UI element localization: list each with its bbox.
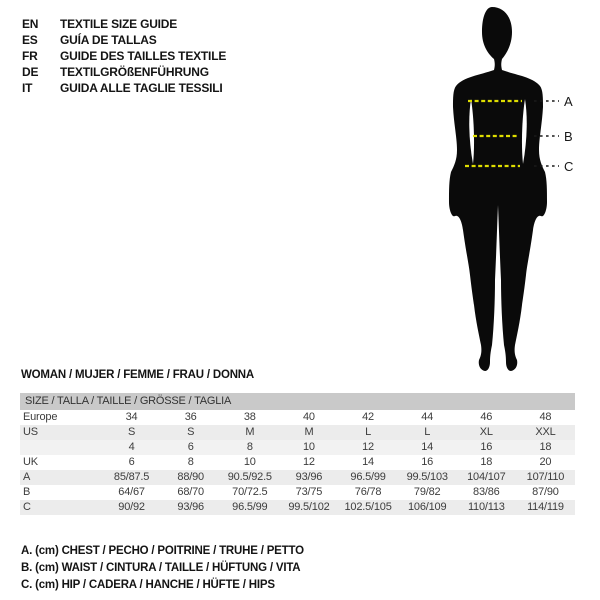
language-title: TEXTILE SIZE GUIDE <box>60 17 178 31</box>
table-row <box>20 425 575 440</box>
size-cell: 70/72.5 <box>232 486 268 498</box>
size-cell: 42 <box>362 411 374 423</box>
size-cell: 107/110 <box>526 471 565 483</box>
size-cell: 110/113 <box>467 501 505 513</box>
size-cell: 20 <box>539 456 552 468</box>
language-title: TEXTILGRÖßENFÜHRUNG <box>60 65 209 79</box>
size-cell: 12 <box>362 441 374 453</box>
note-line: B. (cm) WAIST / CINTURA / TAILLE / HÜFTUNG / VITA <box>21 562 301 574</box>
size-table-body <box>20 410 575 515</box>
row-label: C <box>23 501 31 513</box>
waist-label: B <box>564 129 573 144</box>
size-cell: 34 <box>125 411 138 423</box>
size-cell: 99.5/102 <box>288 501 330 513</box>
language-title: GUIDE DES TAILLES TEXTILE <box>60 49 227 63</box>
woman-silhouette-figure <box>438 0 600 380</box>
size-cell: 99.5/103 <box>406 471 448 483</box>
size-cell: 16 <box>421 456 434 468</box>
language-row <box>22 48 226 64</box>
size-cell: 18 <box>480 456 493 468</box>
hip-label: C <box>564 159 574 174</box>
row-label <box>20 440 102 455</box>
size-cell: 6 <box>128 456 135 468</box>
note-line: A. (cm) CHEST / PECHO / POITRINE / TRUHE / PETTO <box>21 545 304 557</box>
size-cell: 46 <box>480 411 493 423</box>
size-cell: 10 <box>243 456 256 468</box>
size-cell: 90/92 <box>118 501 145 513</box>
size-cell: 16 <box>480 441 493 453</box>
size-cell: L <box>365 426 372 438</box>
language-code: ES <box>22 33 38 47</box>
language-title: GUIDA ALLE TAGLIE TESSILI <box>60 81 223 95</box>
table-row <box>20 485 575 500</box>
note-line: C. (cm) HIP / CADERA / HANCHE / HÜFTE / HIPS <box>21 579 275 591</box>
size-cell: 96.5/99 <box>232 501 268 513</box>
size-cell: 64/67 <box>118 486 145 498</box>
size-cell: 36 <box>184 411 197 423</box>
size-cell: 48 <box>539 411 552 423</box>
size-cell: 18 <box>539 441 552 453</box>
size-cell: 6 <box>187 441 194 453</box>
table-row <box>20 440 575 455</box>
size-cell: 93/96 <box>295 471 323 483</box>
language-code: IT <box>22 81 33 95</box>
size-cell: 10 <box>303 441 315 453</box>
woman-silhouette-icon <box>449 7 547 371</box>
size-cell: 104/107 <box>467 471 506 483</box>
size-cell: 106/109 <box>408 501 447 513</box>
size-cell: 40 <box>303 411 315 423</box>
size-cell: 79/82 <box>413 486 441 498</box>
row-label: UK <box>23 456 38 468</box>
chest-label: A <box>564 94 573 109</box>
size-cell: M <box>245 426 255 438</box>
size-cell: 85/87.5 <box>113 471 150 483</box>
size-cell: 93/96 <box>177 501 204 513</box>
language-code: DE <box>22 65 39 79</box>
row-label: B <box>23 486 31 498</box>
size-cell: 83/86 <box>473 486 500 498</box>
size-cell: 68/70 <box>177 486 204 498</box>
language-row <box>22 64 226 80</box>
language-title: GUÍA DE TALLAS <box>60 33 157 47</box>
size-cell: 44 <box>421 411 434 423</box>
size-cell: S <box>127 426 136 438</box>
language-code: EN <box>22 17 39 31</box>
table-row <box>20 410 575 425</box>
size-cell: XXL <box>535 426 556 438</box>
size-cell: 102.5/105 <box>344 501 392 513</box>
size-table <box>20 393 575 515</box>
size-cell: 76/78 <box>354 486 382 498</box>
row-label: A <box>23 471 31 483</box>
language-code: FR <box>22 49 38 63</box>
size-cell: 90.5/92.5 <box>227 471 272 483</box>
language-row <box>22 80 226 96</box>
size-cell: 14 <box>362 456 374 468</box>
size-cell: 73/75 <box>295 486 323 498</box>
size-cell: 96.5/99 <box>350 471 386 483</box>
size-cell: S <box>187 426 195 438</box>
size-cell: 88/90 <box>177 471 204 483</box>
table-row <box>20 500 575 515</box>
size-cell: L <box>424 426 431 438</box>
size-table-header: SIZE / TALLA / TAILLE / GRÖSSE / TAGLIA <box>20 393 575 410</box>
table-row <box>20 470 575 485</box>
measurement-notes <box>21 543 304 594</box>
language-title-list <box>22 16 226 96</box>
size-cell: 14 <box>421 441 434 453</box>
table-group-title: WOMAN / MUJER / FEMME / FRAU / DONNA <box>21 369 255 381</box>
size-cell: 4 <box>128 441 135 453</box>
size-cell: 114/119 <box>527 501 564 513</box>
size-cell: 8 <box>246 441 253 453</box>
size-cell: 87/90 <box>532 486 559 498</box>
row-label: US <box>23 426 38 438</box>
row-label: Europe <box>23 411 58 423</box>
size-cell: 8 <box>187 456 194 468</box>
size-cell: 12 <box>303 456 315 468</box>
size-cell: 38 <box>243 411 256 423</box>
language-row <box>22 32 226 48</box>
size-cell: M <box>304 426 314 438</box>
size-cell: XL <box>479 426 493 438</box>
language-row <box>22 16 226 32</box>
table-row <box>20 455 575 470</box>
